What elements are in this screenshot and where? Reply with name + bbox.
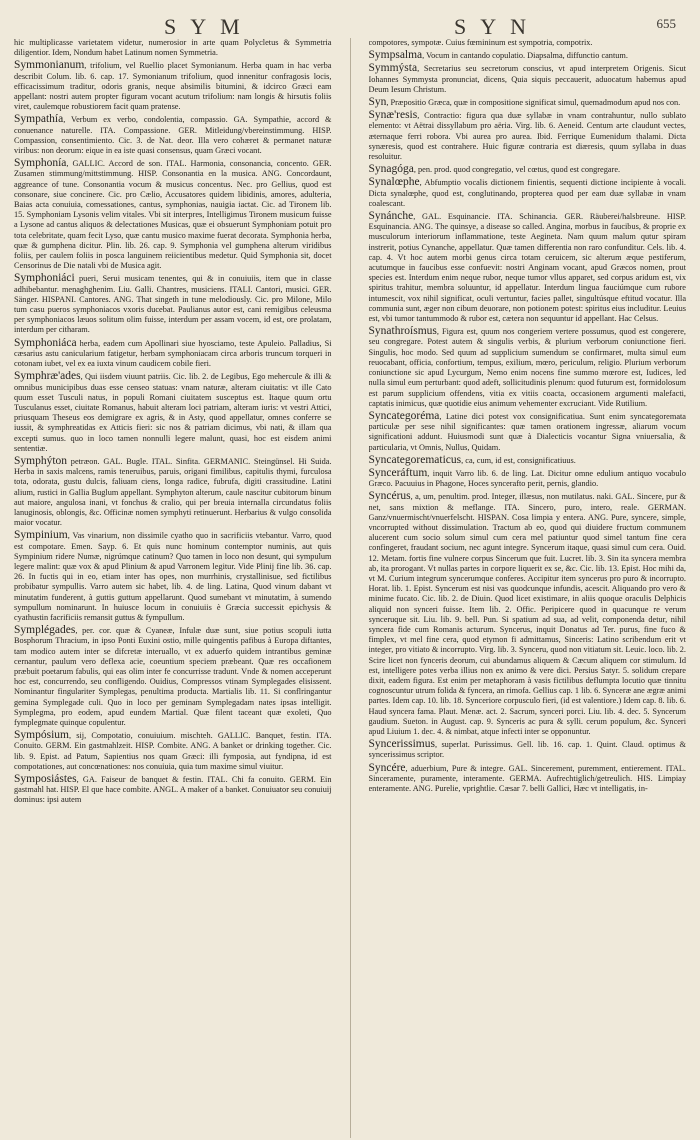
entry-headword: Synalœphe <box>368 176 420 189</box>
dictionary-entry <box>14 625 332 728</box>
entry-headword: Synæ'resis <box>368 109 418 122</box>
dictionary-entry <box>369 50 687 61</box>
dictionary-entry <box>369 468 687 489</box>
entry-headword: Synánche <box>368 210 414 223</box>
dictionary-entry <box>14 530 332 623</box>
page-number: 655 <box>656 16 676 31</box>
entry-definition: , GAL. Esquinancie. ITA. Schinancia. GER. Räuberei/halsbreune. HISP. Esquinancia. ANG. The quinsye, a disease so called. Angina, morbus in faucibus, & proprie ex musculorum interiorum inflammatione, teste Aegineta. Nam quum malum qutur spiram instrerit, potius Cynanche, appellatur. Quæ tamen differentia non raro confunditur. Cels. lib. 4. cap. 4. Vt hoc autem morbi genus circa totam ceruicem, sic alterum æque pestiferum, acutumque in faucibus esse confuevit: nostri Anginam vocant, apud Græcos nomen, prout species est. Interdum enim neque rubor, neque tumor vllus apparet, sed corpus aridum est, vix spiritus trahitur, membra soluuntur, id appellatur. Interdum lingua fauciúmque cum rubore intumescit, vox nihil significat, oculi vertuntur, facies pallet, singultúsque eftitud vocatur. Illa communia sunt, æger non cibum deuorare, non potionem potest: spiritus eius includitur. Leuius est, vbi tumor tantummodo & rubor est, cætera non sequuntur id appellant. Hac Celsus. <box>368 212 686 324</box>
left-column <box>14 38 332 1138</box>
dictionary-entry <box>369 763 687 795</box>
dictionary-entry <box>369 411 687 453</box>
entry-headword: Sympinium <box>14 529 68 542</box>
dictionary-entry <box>14 158 332 271</box>
entry-headword: Synagóga <box>368 163 414 176</box>
entry-definition: , per. cor. quæ & Cyaneæ, Infulæ duæ sunt, siue potius scopuli iutta Bosphorum Thracium, in ipso Ponti Euxini ostio, mille quingentis pafibus à Europa diftantes, tam modico autem inter se difcretæ interuallo, vt ex aduerfo quidem intrantibus geminæ cernantur, paulum vero deflexa acie, coeuntium speciem præbeant. Quæ res occafionem præbuit poetarum fabulis, qui eas olim inter fe concurrisse tradunt. Vnde & nomen acceperunt hoc est, concurrendo, seu confligendo. Ouidius, Compressos vtinam Symplegades elisissent. Nominantur fingulariter Symplegas, penultima producta. Martialis lib. 11. Si conflringantur gemina Symplegade culi. Quo in loco per geminam Symplegadam nates ipsas intelligit. Symplegma, pro eodem, apud eundem Martial. Quæ filent taceant quæ exoleti, Quo fymplegmate quinque copulentur. <box>14 626 332 727</box>
entry-headword: Syncategorematicus <box>368 453 462 466</box>
entry-headword: Synathroísmus <box>368 325 437 338</box>
dictionary-entry <box>14 456 332 528</box>
entry-definition: , GALLIC. Accord de son. ITAL. Harmonia, consonancia, concento. GER. Zusamen stimmung/mittstimmung. HISP. Consonantia en la musica. ANG. Concordaunt, aggreance of tune. Consonantia vocum & musicus concentus. Nec. pro Gellius, quod est consonare, siue concinere. Cic. pro Cælio, Accusatores quidem libidinis, amores, adulteria, Baias acta conuiuia, comessationes, cantus, symphonias, nauigia iactat. Cic. ad Tironem lib. 15. Symphoniam Lysonis velim vitales. Vbi sit interpres, Intelligimus Tironem musicum fuisse a Lysone ad cantus aliquos & delectationes Musicas, quæ ei obsuerunt Symphoniam potuit pro tota celebritate, quam fecit Lyso, quæ cantu musico maxime fuerat decorata. Symphonia herba, quæ & gumphena dicitur. Plin. lib. 26. cap. 9. Symphonia vel gumphena alterum viridibus foliis, per caulem foliis in posca languinem reiicientibus medetur. Quid Symphonia sit, docet Censorinus de Die natali vbi de Musica agit. <box>14 159 332 271</box>
dictionary-entry <box>369 739 687 760</box>
dictionary-entry <box>369 110 687 162</box>
dictionary-entry <box>14 774 332 806</box>
entry-headword: Symmonianum <box>14 59 85 72</box>
entry-definition: , trifolium, vel Ruellio placet Symonianum. Herba quam in hac verba describit Colum. lib. 6. cap. 17. Symonianum trifolium, quod innenitur confragosis locis, efficacissimum traditur, odoris granis, neque absimilis bitumini, & idcirco Græci eam appellant: nostri autem propter figuram vocant acutum trifolium: nam longis & hirsutis foliis viret, caulemque robustiorem facit quam pratense. <box>14 61 332 112</box>
entry-definition: , Figura est, quum nos congeriem vertere possumus, quod est congerere, seu congregare. Potest autem & singulis verbis, & plurium verborum coniunctione fieri. Singulis, hoc modo. Sed quum ad supplicium sumendum se confirmaret, multa simul eum reuocabant, officia, confortium, tempus, exilium, mœro, periculum, religio. Plurium verborum coniunctione sic apud Lycurgum, Nemo enim nocens fine summo mœrore est, Iudices, led nulla simul eum perturbant: quod adeft, sollicitudinis plenum: quod futurum est, formidolosum est parum supplicium offendens, vitia ex vitiis coacta, occasionem argumenti malefacti, captatis inimicus, quæ quotidie eius animum vehementer excruciant. Vide Rutilium. <box>368 327 686 408</box>
dictionary-entry <box>14 114 332 156</box>
entry-definition: , Abfumptio vocalis dictionem finientis, sequenti dictione incipiente à vocali. Dicta synalœphe, quod est, conglutinando, propterea quod per eam duæ syllabæ in vnam coalescant. <box>368 178 686 208</box>
entry-definition: pueri, Serui musicam tenentes, qui & in conuiuiis, item que in classe adhibebantur. menaghghenim. Liu. Galli. Chantres, musiciens. ITALI. Cantori, musici. GER. Sänger. HISPANI. Cantores. ANG. That singeth in tune melodiously. Cic. pro Milone, Milo tum casu pueros symphoniacos vxoris ducebat. Paulianus autor est, cani remigibus celeusma per symphoniacos læuos solitum olim fuisse, interdum per assam vocem, id est, ore prolatam, interdum per citharam. <box>14 274 332 335</box>
dictionary-entry <box>369 326 687 409</box>
entry-headword: Synceráftum <box>368 466 428 479</box>
dictionary-entry <box>369 177 687 209</box>
entry-definition: , a, um, penultim. prod. Integer, illæsus, non mutilatus. naki. GAL. Sincere, pur & net, sans mixtion & meflange. ITA. Sincero, puro, intero, reale. GERMAN. Ganz/vnuermischt/vnuerfelscht. HISPAN. Cosa limpia y entera. ANG. Pure, syncere, simple, vncorrupted without dissimulation. Tractum ab eo, quod qui diuidere fructum communem alucerent cum socio solum simul cum cera mel patiuntur quod simel tantum fine cera confingeret, fraudant socium, nec agunt integre. Syncerum itaque, quasi simul cum cera. Ouid. 12. Metam. fortis fine vulnere corpus Sincerum que fuit. Lucret. lib. 3. Sin ita syncera membra ab, ita prorogant. Vt nullas partes in corpore liquerit ex se, &c. Cic. lib. 13. Epist. Hoc mihi da, vt M. Curium integrum syncerumque conferes. Accipitur item syncerus pro puro & incorrupto. Horat. lib. 1. Epist. Syncerum est nisi vas quodcunque infundis, acescit. Aliquando pro vero & minime fucato. Cic. lib. 2. de Diuin. Quod licet existimare, in aliis quoque oraculis Delphicis aliquid non synceri fuisse. Item lib. 2. Offic. Peripicere quod in quacunque re verum synceruque sit. Liu. lib. 9. bell. Pun. Si spatium ad sua, ad velit, componenda detur, nihil syncera fide cum Romanis acturum. Syncerus, inquit Donatus ad Ter. purus, fine fuco & fimplex, vt mel fine cera, quod etymon fi admittamus, Sinceris: Latino scribendum erit vt integer, pro vitiato & incorrupto. Virg. lib. 3. Synceru, quod non vitiatum sit. Leuic. loco. lib. 2. Scire licet non fynceris deorum, cui abundamus aliquem & Cæcum aliquem cor stimulum. Id est, intelligere potes verba illius non ex animo & vere dici. Persius Satyr. 5. solidum crepare dixit, eadem figura. Est enim per metaphoram à vasis fictilibus deflumpta locutio quæ tinnitu cognoscuntur utrum folida & fyncera, an rimofa. Gellius cap. 1 lib. 6. Synceræ ane ægræ animi partes. Idem cap. 10. lib. 18. Synceriore corpusculo fieri, (id est valentiore.) Idem cap. 8. lib. 6. Haud syncera fama. Plaut. Menæ. act. 2. Sacrum, synceri porci. Liu. lib. 4. dec. 5. Syncerum gaudium. Sueton. in August. cap. 9. Synceris ac pura & sylli. cerum populum, &c. Synceri apud Liuium 1. dec. 4. & nimbat, atque infecti inter se opponuntur. <box>368 492 686 736</box>
dictionary-entry <box>369 97 687 108</box>
entry-headword: Syncategoréma <box>368 409 440 422</box>
entry-definition: hic multiplicasse varietatem videtur, numerosior in arte quam Polycletus & Symmetria diligentior. Idem, Nondum habet Latinum nomen Symmetria. <box>14 38 332 58</box>
entry-headword: Symposiástes <box>14 773 77 786</box>
dictionary-entry <box>14 38 332 58</box>
entry-headword: Symphræ'ades <box>14 370 81 383</box>
entry-definition: , inquit Varro lib. 6. de ling. Lat. Dicitur omne edulium antiquo vocabulo Græco. Pacuuius in Phagone, Hoces syncerafto perit, pernis, glandio. <box>368 468 686 489</box>
entry-definition: , Vocum in cantando copulatio. Diapsalma, diffunctio cantum. <box>422 51 628 61</box>
right-running-head: SYN <box>454 14 541 39</box>
entry-headword: Symphýton <box>14 454 68 467</box>
dictionary-entry <box>14 273 332 335</box>
column-divider <box>350 38 351 1138</box>
dictionary-entry <box>369 455 687 466</box>
dictionary-entry <box>369 63 687 95</box>
dictionary-entry <box>14 60 332 112</box>
entry-definition: herba, eadem cum Apollinari siue hyosciamo, teste Apuleio. Palladius, Si cæsarius astu canicularium fatigetur, herbam symphoniacam circa arboris truncum torqueri in cotonam iubet, vel ex ea iuxta vinum caudicem cobile fieri. <box>14 338 332 369</box>
entry-definition: compotores, sympotæ. Cuius fœmininum est sympotria, compotrix. <box>368 38 593 47</box>
entry-definition: petræon. GAL. Bugle. ITAL. Sinfita. GERMANIC. Steingünsel. Hi Suida. Herba in saxis malcens, ramis teneruibus, paruis, origani fimilibus, capitulis thymi, furculosa tota, odorata, gustu dulcis, faliuam ciens, longa radice, fubrufa, digiti crassitudine. Latini alium, rustici in Gallia Buglum appellant. Symphyton alterum, caule nascitur cubitorum binum aut maiore, angulosa inani, vt fonchus & cralio, qui per breuia internalla circundatus foliis lanuginosis, oblongis, &c. Officinæ nomen symphyti retinuerunt. Herbarius & vulgo consolida maior vocatur. <box>14 456 332 528</box>
dictionary-entry <box>14 371 332 454</box>
entry-headword: Symplégades <box>14 624 76 637</box>
entry-headword: Sympathía <box>14 113 64 126</box>
entry-headword: Symmýsta <box>368 62 418 75</box>
dictionary-entry <box>369 211 687 324</box>
running-header <box>14 10 686 38</box>
entry-headword: Syn <box>368 96 387 109</box>
two-column-body <box>14 38 686 1138</box>
entry-headword: Syncére <box>368 761 406 774</box>
dictionary-entry <box>14 730 332 772</box>
entry-definition: , Verbum ex verbo, condolentia, compassio. GA. Sympathie, accord & conuenance naturelle. ITA. Compassione. GER. Mitleidung/vbereinstimmung. HISP. Compassion, consentimiento. Cic. 3. de Nat. deor. Illa vero cohæret & permanet naturæ viribus: non deorum: eique in ea iste quasi consensus, quam Græci vocant. <box>14 115 332 156</box>
entry-definition: , Latine dici potest vox consignificatiua. Sunt enim syncategoremata particulæ per sese nihil significantes: quæ tamen orationem ingressæ, aliarum vocum significationi addunt. Huiusmodi sunt quæ à Dialecticis vocantur Signa vniuersalia, & particularia, vt Omnis, Nullus, Quidam. <box>368 411 686 452</box>
entry-definition: , GA. Faiseur de banquet & festin. ITAL. Chi fa conuito. GERM. Ein gastmahl hat. HISP. El que hace combite. ANGL. A maker of a banket. Conuiuator seu conuiuij dominus: ipsi autem <box>14 775 332 805</box>
entry-definition: , sij, Compotatio, conuiuium. mischteh. GALLIC. Banquet, festin. ITA. Conuito. GERM. Ein gastmahlzeit. HISP. Combite. ANG. A banket or drinking together. Cic. lib. 9. Epist. ad Patum, Sapientius nos quam Græci: illi fymposia, aut fyndipna, id est compotationes, aut concœnationes: nos conuiuia, quia tum maxime simul viuitur. <box>14 731 332 771</box>
entry-definition: , aduerbium, Pure & integre. GAL. Sincerement, puremment, entierement. ITAL. Sinceramente, puramente, interamente. GERMA. Aufrechtiglich/getreulich. HIS. Limpiay enteramente. ANG. Purelie, vprightlie. Cæsar 7. belli Gallici, Hæc vt intelligatis, in- <box>368 763 686 794</box>
entry-headword: Sympsalma <box>368 49 423 62</box>
entry-headword: Syncerissimus <box>368 738 435 751</box>
entry-definition: , Secretarius seu secretorum conscius, vt apud interpretem Origenis. Sicut Iohannes Symmysta pronunciat, dicens, Quia siquis peccauerit, aduocatum habemus apud Deum Iesum Christum. <box>368 64 686 94</box>
dictionary-entry <box>369 491 687 737</box>
entry-definition: , Qui iisdem viuunt patriis. Cic. lib. 2. de Legibus, Ego mehercule & illi & omnibus municipibus duas esse censeo statuas: vnam naturæ, alteram ciuitatis: vt ille Cato quum esset Tusculi natus, in populi Romani ciuitatem susceptus est. Itaque quum ortu Tusculanus esset, ciuitate Romanus, habuit alteram loci patriam, alteram iuris: vt vestri Attici, priusquam Theseus eos demigrare ex agris, & in Asty, quod appellatur, omnes conferre se iussit, & symphreatidas ex Atticis fieri: sic nos & patriam dicimus, vbi nati, & illam qua excepti sumus. quo in loco tamen nonnulli legere malunt, quasi, hoc est eisdem animi sententiæ. <box>14 372 332 453</box>
dictionary-entry <box>369 164 687 175</box>
entry-definition: , pen. prod. quod congregatio, vel cœtus, quod est congregare. <box>413 165 621 175</box>
entry-definition: , Contractio: figura qua duæ syllabæ in vnam contrahuntur, nullo sublato elemento: vt Aëtrai dissyllabum pro aëria. Virg. lib. 6. Aeneid. Centum arte claudunt vectes, æternaque ferri robora. Vbi aurea pro aurea. Ibid. Ferrique Eumenidum thalami. Dicta synæresis, quod est contrahere. Huic figuræ contraria est diæresis, quum syllaba in duas resoluitur. <box>368 111 686 162</box>
entry-definition: , superlat. Purissimus. Gell. lib. 16. cap. 1. Quint. Claud. optimus & syncerissimus scriptor. <box>368 740 686 760</box>
entry-definition: , Vas vinarium, non dissimile cyatho quo in sacrificiis vtebantur. Varro, quod est compotare. Emen. Sayp. 6. Et quis nunc hominum contemptor numinis, aut quis Sympinium ridere Numæ, nigrúmque catinum? Quo tamen in loco non desunt, qui sympulum legere malint: quæ vox & apud Plinium & apud Varronem legitur. Vide Plinij fine lib. 36. cap. 26. In fuctis qui in eo, etiam inter has opes, non murrhinis, crystallinisue, sed fictilibus probibatur sympullis. Varro autem sic habet, lib. 4. de ling. Latina, Quod vinum dabant vt minutatim funderent, à guttis guttum appellarunt. Quod sumebant vt minutatim, à sumendo sympullum nominarunt. In huiusce locum in conuiuiis è Græcia successit epichysis & cyathustin facrificiis remansit guttus & fympullum. <box>14 531 332 622</box>
entry-headword: Symphonía <box>14 157 67 170</box>
entry-headword: Sympósium <box>14 729 69 742</box>
right-column <box>369 38 687 1138</box>
entry-headword: Symphoniáci <box>14 272 75 285</box>
entry-definition: , ca, cum, id est, consignificatiuus. <box>461 455 576 465</box>
dictionary-entry <box>14 338 332 370</box>
entry-definition: , Præpositio Græca, quæ in compositione significat simul, quemadmodum apud nos con. <box>386 98 681 108</box>
entry-headword: Symphoniáca <box>14 336 77 349</box>
entry-headword: Syncérus <box>368 490 411 503</box>
left-running-head: SYM <box>164 14 254 39</box>
